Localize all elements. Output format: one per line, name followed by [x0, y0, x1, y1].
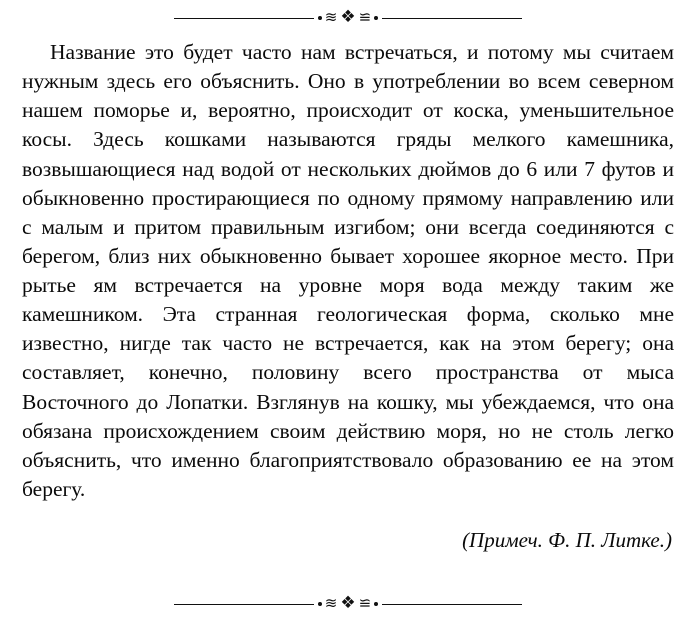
ornament-divider-bottom [22, 590, 674, 618]
ornament-dot-left-bottom-icon [318, 602, 322, 606]
footnote-attribution: (Примеч. Ф. П. Литке.) [462, 528, 672, 552]
ornament-center-bottom [318, 592, 378, 613]
ornament-swirl-right-icon: ≌ [358, 7, 372, 26]
ornament-dot-left-icon [318, 16, 322, 20]
ornament-divider-top [22, 4, 674, 32]
ornament-diamond-bottom-icon: ❖ [340, 592, 356, 613]
ornament-swirl-right-bottom-icon: ≌ [358, 593, 372, 612]
ornament-swirl-left-icon: ≋ [324, 7, 338, 26]
divider-rule-left [174, 18, 314, 19]
ornament-dot-right-bottom-icon [374, 602, 378, 606]
footnote-body-text: Название это будет часто нам встречаться, и потому мы считаем нужным здесь его объяснить. Оно в употреблении во всем северном нашем поморье и, вероятно, происходит от коска, уменьшительное косы. Здесь кошками называются гряды мелкого камешника, возвышающиеся над водой от нескольких дюймов до 6 или 7 футов и обыкновенно простирающиеся по одному прямому направлению или с малым и притом правильным изгибом; они всегда соединяются с берегом, близ них обыкновенно бывает хорошее якорное место. При рытье ям встречается на уровне моря вода между таким же камешником. Эта странная геологическая форма, сколько мне известно, нигде так часто не встречается, как на этом берегу; она составляет, конечно, половину всего пространства от мыса Восточного до Лопатки. Взглянув на кошку, мы убеждаемся, что она обязана происхождением своим действию моря, но не столь легко объяснить, что именно благоприятствовало образованию ее на этом берегу. [22, 40, 674, 501]
ornament-center-top [318, 6, 378, 27]
ornament-dot-right-icon [374, 16, 378, 20]
divider-rule-left-bottom [174, 604, 314, 605]
divider-rule-right-bottom [382, 604, 522, 605]
ornament-swirl-left-bottom-icon: ≋ [324, 593, 338, 612]
ornament-diamond-icon: ❖ [340, 6, 356, 27]
page-content [22, 32, 674, 590]
divider-rule-right [382, 18, 522, 19]
